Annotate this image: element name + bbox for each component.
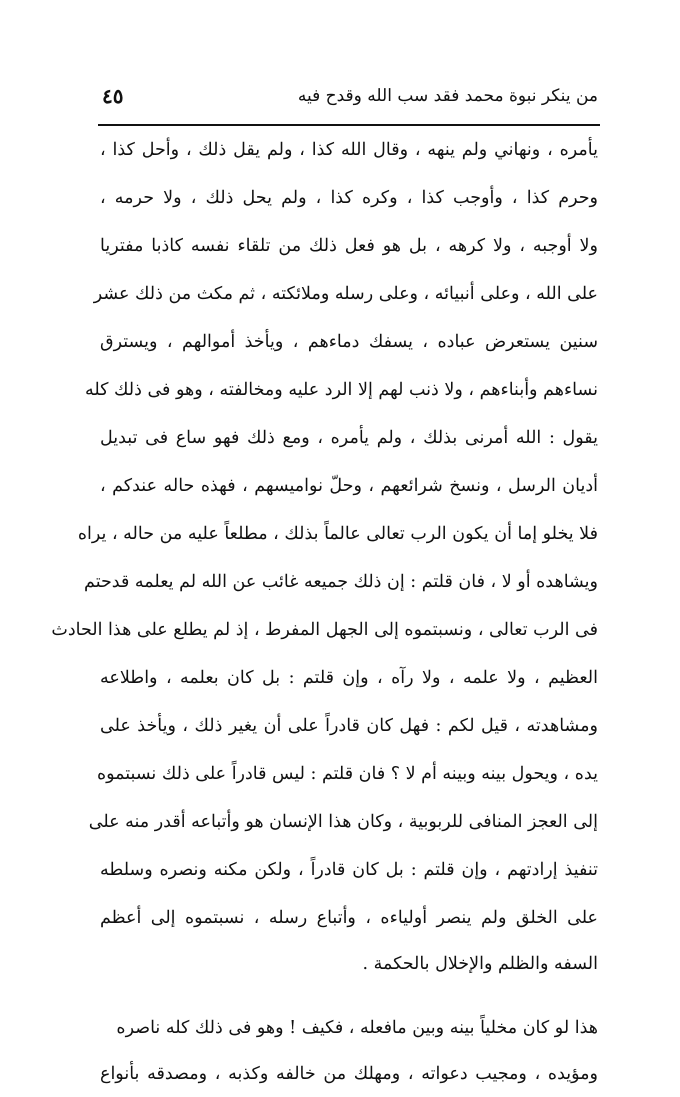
text-line: يأمره ، ونهاني ولم ينهه ، وقال الله كذا ، ولم يقل ذلك ، وأحل كذا ، xyxy=(100,140,598,160)
header-title: من ينكر نبوة محمد فقد سب الله وقدح فيه xyxy=(297,86,598,106)
text-line: السفه والظلم والإخلال بالحكمة . xyxy=(362,954,598,974)
text-line: على الخلق ولم ينصر أولياءه ، وأتباع رسله ، نسبتموه إلى أعظم xyxy=(100,908,598,928)
text-line: يده ، ويحول بينه وبينه أم لا ؟ فان قلتم : ليس قادراً على ذلك نسبتموه xyxy=(96,764,598,784)
text-line: العظيم ، ولا علمه ، ولا رآه ، وإن قلتم : بل كان بعلمه ، واطلاعه xyxy=(100,668,598,688)
text-line: ومؤيده ، ومجيب دعواته ، ومهلك من خالفه وكذبه ، ومصدقه بأنواع xyxy=(100,1064,598,1084)
text-line: ولا أوجبه ، ولا كرهه ، بل هو فعل ذلك من تلقاء نفسه كاذبا مفتريا xyxy=(100,236,598,256)
text-line: تنفيذ إرادتهم ، وإن قلتم : بل كان قادراً ، ولكن مكنه ونصره وسلطه xyxy=(100,860,598,880)
text-line: يقول : الله أمرنى بذلك ، ولم يأمره ، ومع ذلك فهو ساع فى تبديل xyxy=(100,428,598,448)
text-line: سنين يستعرض عباده ، يسفك دماءهم ، ويأخذ أموالهم ، ويسترق xyxy=(100,332,598,352)
header-rule xyxy=(98,124,600,126)
page-number: ٤٥ xyxy=(102,84,124,108)
text-line: على الله ، وعلى أنبيائه ، وعلى رسله وملائكته ، ثم مكث من ذلك عشر xyxy=(93,284,598,304)
text-line: ومشاهدته ، قيل لكم : فهل كان قادراً على أن يغير ذلك ، ويأخذ على xyxy=(100,716,598,736)
text-line: وحرم كذا ، وأوجب كذا ، وكره كذا ، ولم يحل ذلك ، ولا حرمه ، xyxy=(100,188,598,208)
text-line: فى الرب تعالى ، ونسبتموه إلى الجهل المفرط ، إذ لم يطلع على هذا الحادث xyxy=(51,620,598,640)
text-line: نساءهم وأبناءهم ، ولا ذنب لهم إلا الرد عليه ومخالفته ، وهو فى ذلك كله xyxy=(84,380,598,400)
text-line: فلا يخلو إما أن يكون الرب تعالى عالماً بذلك ، مطلعاً عليه من حاله ، يراه xyxy=(77,524,598,544)
text-line: إلى العجز المنافى للربوبية ، وكان هذا الإنسان هو وأتباعه أقدر منه على xyxy=(88,812,598,832)
running-header xyxy=(100,84,598,120)
text-line: ويشاهده أو لا ، فان قلتم : إن ذلك جميعه غائب عن الله لم يعلمه قدحتم xyxy=(84,572,598,592)
text-line: هذا لو كان مخلياً بينه وبين مافعله ، فكيف ! وهو فى ذلك كله ناصره xyxy=(116,1018,598,1038)
text-line: أديان الرسل ، ونسخ شرائعهم ، وحلّ نواميسهم ، فهذه حاله عندكم ، xyxy=(100,476,598,496)
